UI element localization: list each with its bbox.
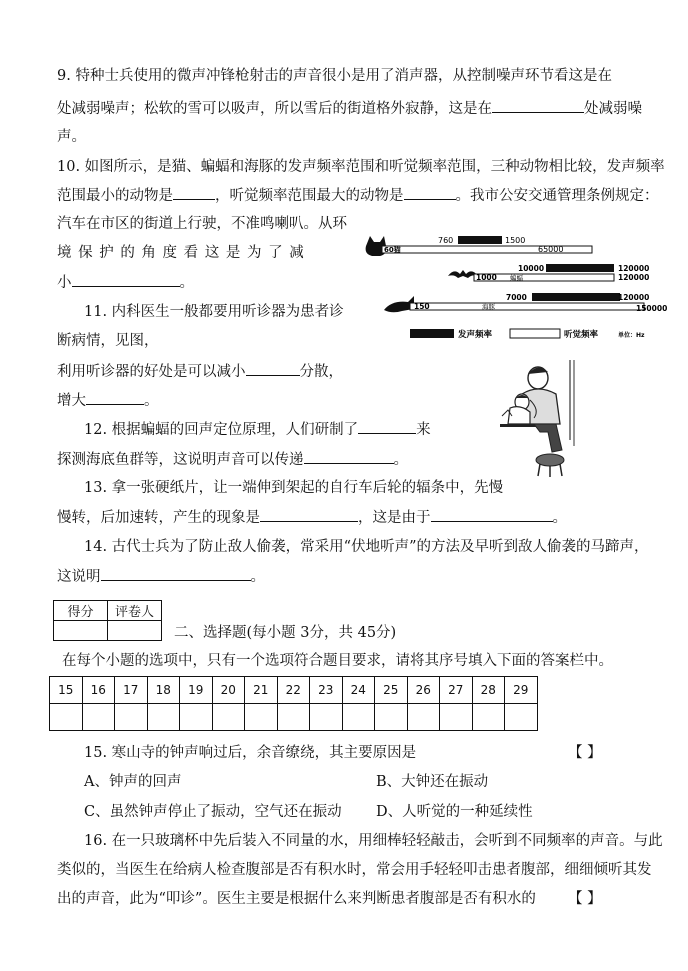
answer-number: 18 bbox=[147, 677, 180, 704]
q15-option-a[interactable]: A、钟声的回声 bbox=[84, 774, 182, 790]
answer-number: 25 bbox=[375, 677, 408, 704]
score-table bbox=[53, 600, 162, 641]
q11-line1: 11. 内科医生一般都要用听诊器为患者诊 bbox=[84, 304, 344, 320]
cat-emit-lo: 760 bbox=[438, 236, 454, 245]
q10-line2: 范围最小的动物是 ，听觉频率范围最大的动物是 。我市公安交通管理条例规定： bbox=[57, 185, 659, 206]
q9-blank-2[interactable] bbox=[492, 98, 584, 113]
bat-hear-hi: 120000 bbox=[618, 273, 650, 282]
q10-blank-1[interactable] bbox=[173, 185, 215, 200]
q13-blank-1[interactable] bbox=[260, 507, 358, 522]
q10-line5: 小 。 bbox=[57, 272, 194, 293]
q9-line3: 声。 bbox=[57, 129, 86, 145]
answer-number: 27 bbox=[440, 677, 473, 704]
q16-line2: 类似的，当医生在给病人检查腹部是否有积水时，常会用手轻轻叩击患者腹部，细细倾听其发 bbox=[57, 862, 652, 878]
answer-grid bbox=[49, 676, 538, 731]
answer-cell[interactable] bbox=[245, 704, 278, 731]
legend-hear-label: 听觉频率 bbox=[564, 330, 599, 340]
q16-answer-bracket[interactable]: 【 】 bbox=[568, 891, 602, 907]
legend-emit-swatch bbox=[410, 329, 454, 338]
answer-cell[interactable] bbox=[115, 704, 148, 731]
q15-option-d[interactable]: D、人听觉的一种延续性 bbox=[376, 804, 533, 820]
answer-cell[interactable] bbox=[212, 704, 245, 731]
dolphin-hear-hi: 150000 bbox=[636, 304, 668, 313]
section2-title: 二、选择题(每小题 3分，共 45分) bbox=[174, 625, 397, 641]
answer-cell[interactable] bbox=[180, 704, 213, 731]
answer-cell[interactable] bbox=[375, 704, 408, 731]
q11-line4: 增大 。 bbox=[57, 390, 159, 411]
answer-cell[interactable] bbox=[505, 704, 538, 731]
grader-label: 评卷人 bbox=[108, 601, 162, 621]
q12-blank-2[interactable] bbox=[304, 449, 394, 464]
dolphin-label: 海豚 bbox=[482, 303, 495, 311]
answer-cell[interactable] bbox=[407, 704, 440, 731]
bat-emission-bar bbox=[546, 264, 614, 272]
answer-number: 24 bbox=[342, 677, 375, 704]
q15-option-c[interactable]: C、虽然钟声停止了振动，空气还在振动 bbox=[84, 804, 342, 820]
answer-number: 21 bbox=[245, 677, 278, 704]
q10-line4: 境 保 护 的 角 度 看 这 是 为 了 减 bbox=[57, 245, 305, 261]
q10-blank-2[interactable] bbox=[404, 185, 456, 200]
q15-answer-bracket[interactable]: 【 】 bbox=[568, 745, 602, 761]
cat-label: 60猫 bbox=[384, 246, 401, 254]
bat-hear-lo: 1000 bbox=[476, 273, 497, 282]
q10-line3: 汽车在市区的街道上行驶，不准鸣喇叭。从环 bbox=[57, 216, 347, 232]
q15-stem: 15. 寒山寺的钟声响过后，余音缭绕，其主要原因是 bbox=[84, 745, 417, 761]
answer-cell[interactable] bbox=[277, 704, 310, 731]
q13-line2: 慢转，后加速转，产生的现象是 ，这是由于 。 bbox=[57, 507, 567, 528]
answer-cell[interactable] bbox=[310, 704, 343, 731]
answer-number: 26 bbox=[407, 677, 440, 704]
answer-number: 20 bbox=[212, 677, 245, 704]
q12-line1: 12. 根据蝙蝠的回声定位原理，人们研制了 来 bbox=[84, 419, 431, 440]
section2-instruction: 在每个小题的选项中，只有一个选项符合题目要求，请将其序号填入下面的答案栏中。 bbox=[62, 653, 613, 669]
dolphin-emit-lo: 7000 bbox=[506, 293, 527, 302]
answer-cell[interactable] bbox=[440, 704, 473, 731]
doctor-stethoscope-illustration bbox=[500, 360, 578, 478]
q14-blank-1[interactable] bbox=[101, 566, 251, 581]
q13-line1: 13. 拿一张硬纸片，让一端伸到架起的自行车后轮的辐条中，先慢 bbox=[84, 480, 504, 496]
cat-emission-bar bbox=[458, 236, 502, 244]
score-label: 得分 bbox=[54, 601, 108, 621]
answer-number: 15 bbox=[50, 677, 83, 704]
dolphin-hearing-bar bbox=[410, 303, 644, 310]
q11-blank-2[interactable] bbox=[86, 390, 144, 405]
answer-number: 19 bbox=[180, 677, 213, 704]
score-cell[interactable] bbox=[54, 621, 108, 641]
q13-blank-2[interactable] bbox=[431, 507, 553, 522]
answer-number: 23 bbox=[310, 677, 343, 704]
answer-number: 16 bbox=[82, 677, 115, 704]
answer-number: 22 bbox=[277, 677, 310, 704]
q11-line3: 利用听诊器的好处是可以减小 分散， bbox=[57, 361, 343, 382]
bat-label: 蝙蝠 bbox=[510, 274, 523, 282]
q11-blank-1[interactable] bbox=[246, 361, 300, 376]
answer-number: 17 bbox=[115, 677, 148, 704]
answer-cell[interactable] bbox=[82, 704, 115, 731]
q14-line1: 14. 古代士兵为了防止敌人偷袭，常采用“伏地听声”的方法及早听到敌人偷袭的马蹄声， bbox=[84, 539, 649, 555]
q10-blank-3[interactable] bbox=[72, 272, 180, 287]
legend-unit: 单位：Hz bbox=[618, 332, 645, 339]
q16-line3: 出的声音，此为“叩诊”。医生主要是根据什么来判断患者腹部是否有积水的 bbox=[57, 891, 536, 907]
answer-cell[interactable] bbox=[147, 704, 180, 731]
answer-cell[interactable] bbox=[342, 704, 375, 731]
answer-number: 28 bbox=[472, 677, 505, 704]
frequency-chart bbox=[362, 232, 677, 342]
q10-line1: 10. 如图所示，是猫、蝙蝠和海豚的发声频率范围和听觉频率范围，三种动物相比较，发声频率 bbox=[57, 159, 665, 175]
q15-option-b[interactable]: B、大钟还在振动 bbox=[376, 774, 489, 790]
dolphin-hear-lo: 150 bbox=[414, 302, 430, 311]
answer-number: 29 bbox=[505, 677, 538, 704]
dolphin-emit-hi: 120000 bbox=[618, 293, 650, 302]
q9-line1: 9. 特种士兵使用的微声冲锋枪射击的声音很小是用了消声器，从控制噪声环节看这是在 bbox=[57, 68, 612, 84]
cat-emit-hi: 1500 bbox=[505, 236, 526, 245]
q9-line2: 处减弱噪声；松软的雪可以吸声，所以雪后的街道格外寂静，这是在 处减弱噪 bbox=[57, 98, 642, 119]
answer-cell[interactable] bbox=[472, 704, 505, 731]
grader-cell[interactable] bbox=[108, 621, 162, 641]
bat-emit-hi: 120000 bbox=[618, 264, 650, 273]
dolphin-emission-bar bbox=[532, 293, 620, 301]
legend-hear-swatch bbox=[510, 329, 560, 338]
q12-blank-1[interactable] bbox=[358, 419, 416, 434]
answer-cell[interactable] bbox=[50, 704, 83, 731]
cat-hear-hi: 65000 bbox=[538, 245, 564, 254]
q14-line2: 这说明 。 bbox=[57, 566, 265, 587]
legend-emit-label: 发声频率 bbox=[458, 330, 493, 340]
q16-line1: 16. 在一只玻璃杯中先后装入不同量的水，用细棒轻轻敲击，会听到不同频率的声音。与此 bbox=[84, 833, 663, 849]
q11-line2: 断病情，见图， bbox=[57, 333, 159, 349]
q12-line2: 探测海底鱼群等，这说明声音可以传递 。 bbox=[57, 449, 408, 470]
bat-emit-lo: 10000 bbox=[518, 264, 545, 273]
